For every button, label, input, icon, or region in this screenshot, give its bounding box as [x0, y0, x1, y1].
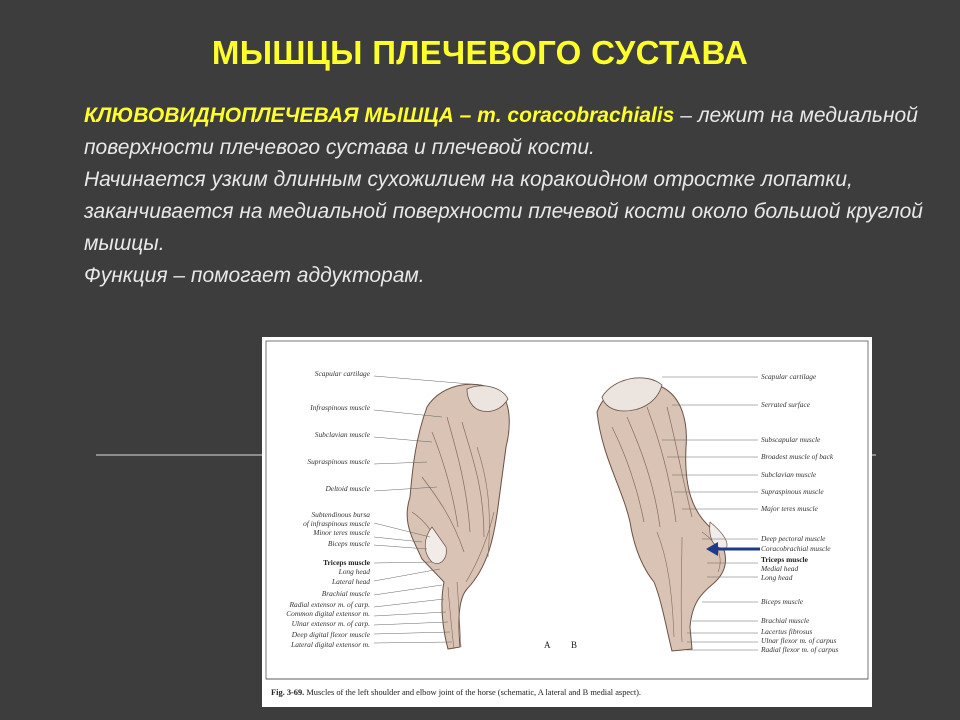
left-label: Radial extensor m. of carp. [289, 600, 370, 609]
left-label: Minor teres muscle [313, 528, 370, 537]
left-label: Subtendinous bursa [311, 510, 370, 519]
caption-bold: Fig. 3-69. [271, 688, 305, 697]
caption-text: Muscles of the left shoulder and elbow joint of the horse (schematic, A lateral and B medial aspect). [304, 688, 642, 697]
right-label: Deep pectoral muscle [761, 534, 826, 543]
right-label: Medial head [761, 564, 799, 573]
slide-title: МЫШЦЫ ПЛЕЧЕВОГО СУСТАВА [211, 34, 749, 71]
left-label: Subclavian muscle [314, 430, 370, 439]
letter-b: B [571, 640, 578, 650]
paragraph-1-rest: – лежит на медиальной поверхности плечевого сустава и плечевой кости. [84, 104, 918, 159]
right-label: Broadest muscle of back [761, 452, 834, 461]
body-text [44, 100, 924, 292]
limb-lateral-view [407, 384, 509, 649]
letter-a: A [544, 640, 551, 650]
left-label: Common digital extensor m. [286, 609, 370, 618]
left-label: Infraspinous muscle [310, 403, 370, 412]
right-label: Long head [761, 573, 793, 582]
left-label: Brachial muscle [321, 589, 370, 598]
left-label: Ulnar extensor m. of carp. [291, 619, 370, 628]
right-label: Scapular cartilage [761, 372, 817, 381]
right-label: Supraspinous muscle [761, 487, 824, 496]
anatomy-illustration [262, 337, 872, 707]
left-label: Triceps muscle [323, 558, 370, 567]
left-label: Supraspinous muscle [307, 457, 370, 466]
right-label: Subclavian muscle [761, 470, 817, 479]
limb-medial-view [597, 378, 727, 651]
left-label: Biceps muscle [327, 539, 370, 548]
right-label: Subscapular muscle [761, 435, 821, 444]
right-label: Biceps muscle [761, 597, 804, 606]
left-label: Deltoid muscle [325, 484, 370, 493]
left-label: Long head [338, 567, 370, 576]
right-label: Coracobrachial muscle [761, 544, 831, 553]
right-label: Major teres muscle [761, 504, 818, 513]
left-label: Deep digital flexor muscle [291, 630, 370, 639]
left-label: of infraspinous muscle [303, 519, 370, 528]
right-label: Serrated surface [761, 400, 811, 409]
paragraph-3: Функция – помогает аддукторам. [84, 264, 425, 287]
right-label: Ulnar flexor m. of carpus [761, 636, 837, 645]
anatomy-figure [262, 337, 872, 707]
right-label: Lacertus fibrosus [761, 627, 813, 636]
left-label: Scapular cartilage [314, 369, 370, 378]
muscle-name-highlight: КЛЮВОВИДНОПЛЕЧЕВАЯ МЫШЦА – m. coracobrachialis [84, 104, 675, 127]
paragraph-2: Начинается узким длинным сухожилием на коракоидном отростке лопатки, заканчивается на медиальной поверхности плечевой кости около большой круглой мышцы. [84, 168, 923, 255]
right-label: Brachial muscle [761, 616, 810, 625]
left-label: Lateral head [332, 577, 370, 586]
left-label: Lateral digital extensor m. [291, 640, 370, 649]
paragraph-1 [44, 100, 924, 164]
right-label: Triceps muscle [761, 555, 808, 564]
right-label: Radial flexor m. of carpus [761, 645, 839, 654]
figure-caption [271, 688, 641, 697]
